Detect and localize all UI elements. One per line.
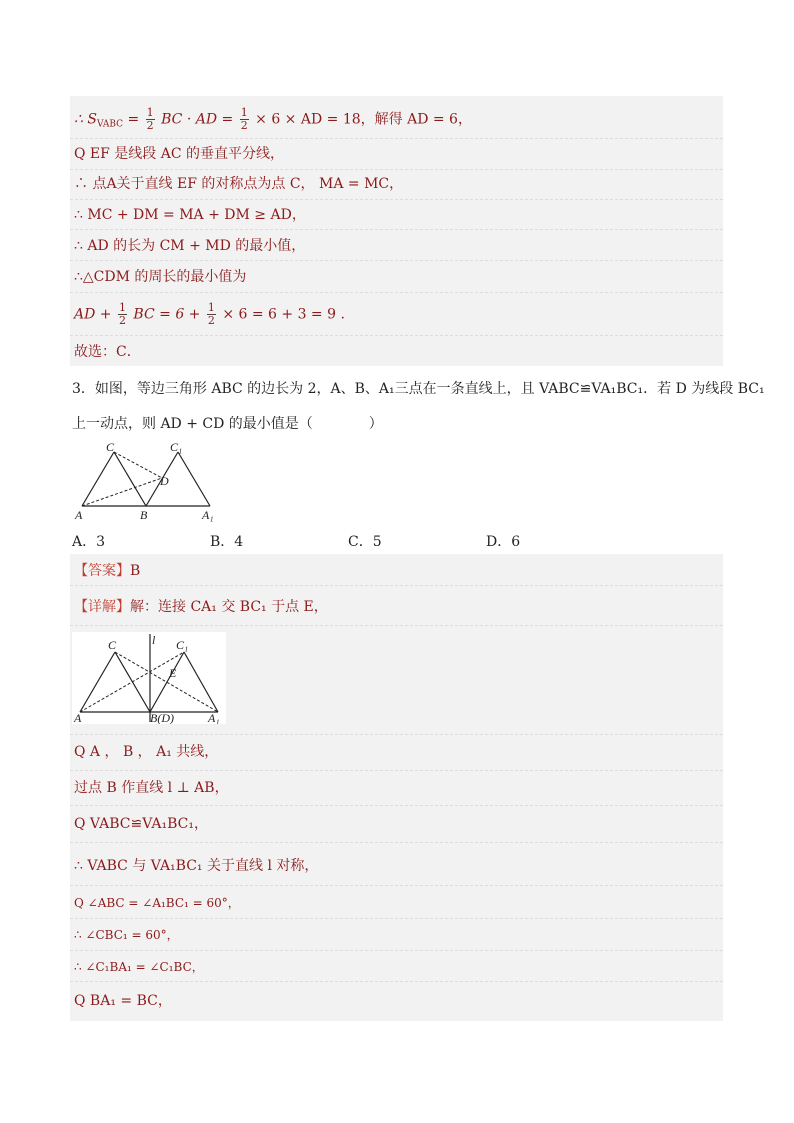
fraction-half: $\frac{1}{2}$ <box>118 301 126 327</box>
label-A: A <box>74 711 82 724</box>
question-line-2: 上一动点，则 AD + CD 的最小值是（ ） <box>72 416 383 432</box>
detail-tag: 【详解】 <box>74 599 130 615</box>
option-c: C．5 <box>348 534 382 550</box>
prev-line-min: ∴ AD 的长为 CM + MD 的最小值， <box>74 238 306 254</box>
step-3: Q VABC≌VA₁BC₁， <box>74 816 208 832</box>
step-4: ∴ VABC 与 VA₁BC₁ 关于直线 l 对称， <box>74 858 319 874</box>
step-8: Q BA₁ = BC， <box>74 993 172 1009</box>
fraction-half: $\frac{1}{2}$ <box>240 106 248 132</box>
prev-choice: 故选：C． <box>74 344 141 360</box>
answer-tag: 【答案】 <box>74 563 130 579</box>
option-d: D．6 <box>486 534 521 550</box>
fraction-half: $\frac{1}{2}$ <box>207 301 215 327</box>
label-C1: C₁ <box>176 638 189 652</box>
label-l: l <box>152 633 156 647</box>
answer-line <box>74 562 140 580</box>
label-B: B <box>140 508 148 522</box>
label-BD: B(D) <box>150 711 174 724</box>
detail-line: 【详解】解：连接 CA₁ 交 BC₁ 于点 E， <box>74 599 328 615</box>
label-D: D <box>160 474 169 488</box>
prev-line-perimeter: ∴△CDM 的周长的最小值为 <box>74 269 247 285</box>
option-b: B．4 <box>210 534 244 550</box>
answer-value: B <box>130 563 141 579</box>
label-C1: C₁ <box>170 440 183 454</box>
step-1: Q A ， B ， A₁ 共线， <box>74 744 219 760</box>
label-C: C <box>108 638 117 652</box>
fraction-half: $\frac{1}{2}$ <box>146 106 154 132</box>
prev-line-symmetric: ∴ 点A关于直线 EF 的对称点为点 C， MA = MC， <box>74 176 404 192</box>
prev-line-result: AD + $\frac{1}{2}$ BC = 6 + $\frac{1}{2}$ × 6 = 6 + 3 = 9 . <box>74 301 345 327</box>
label-A: A <box>75 508 83 522</box>
prev-line-area: ∴ $S_{VABC}$ = $\frac{1}{2}$ BC · AD = $\frac{1}{2}$ × 6 × AD = 18，解得 AD = 6， <box>74 106 472 132</box>
label-C: C <box>106 440 115 454</box>
label-E: E <box>169 666 177 680</box>
question-figure <box>72 440 222 522</box>
label-A1: A₁ <box>208 711 220 724</box>
question-line-1: 3．如图，等边三角形 ABC 的边长为 2，A、B、A₁三点在一条直线上，且 VABC≌VA₁BC₁．若 D 为线段 BC₁ <box>72 381 765 397</box>
step-6: ∴ ∠CBC₁ = 60°， <box>74 928 179 942</box>
step-7: ∴ ∠C₁BA₁ = ∠C₁BC， <box>74 960 204 974</box>
prev-line-perpendicular: Q EF 是线段 AC 的垂直平分线， <box>74 146 285 162</box>
label-A1: A₁ <box>202 508 214 522</box>
prev-line-inequality: ∴ MC + DM = MA + DM ≥ AD， <box>74 207 306 223</box>
step-5: Q ∠ABC = ∠A₁BC₁ = 60°， <box>74 896 240 910</box>
option-a: A．3 <box>72 534 106 550</box>
step-2: 过点 B 作直线 l ⊥ AB， <box>74 780 229 796</box>
answer-figure <box>72 632 226 724</box>
